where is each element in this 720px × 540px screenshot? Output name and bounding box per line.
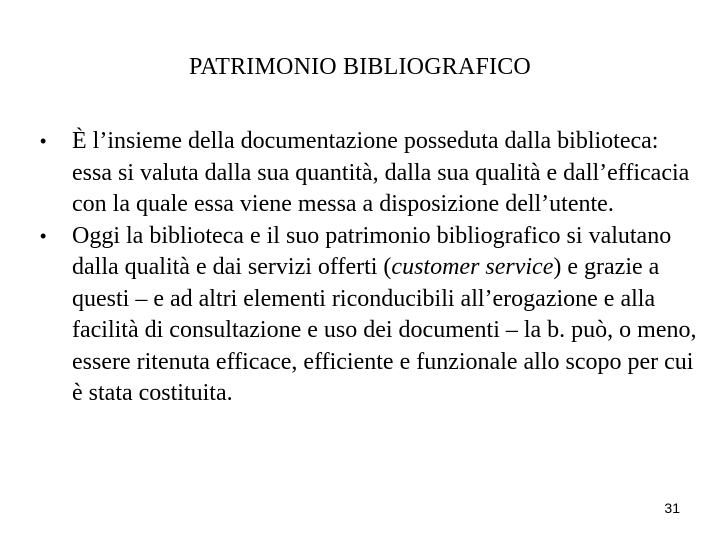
bullet-text-2-start: Oggi la biblioteca e il suo patrimonio bibliografico si valutano dalla qualità e dai servizi offerti ( [72, 222, 672, 280]
bullet-text-2 [72, 221, 700, 410]
bullet-item-1 [40, 126, 700, 221]
bullet-item-2 [40, 221, 700, 410]
bullet-text-2-italic: customer service [391, 254, 554, 280]
bullet-list [40, 126, 700, 410]
slide-title: PATRIMONIO BIBLIOGRAFICO [189, 54, 531, 80]
bullet-marker: • [40, 131, 47, 151]
bullet-text-1: È l’insieme della documentazione posseduta dalla biblioteca: essa si valuta dalla sua quantità, dalla sua qualità e dall’efficacia con la quale essa viene messa a disposizione dell’utente. [72, 128, 690, 217]
page-number: 31 [664, 500, 680, 516]
bullet-text-2-end: ) e grazie a questi – e ad altri elementi riconducibili all’erogazione e alla facilità di consultazione e uso dei documenti – la b. può, o meno, essere ritenuta efficace, efficiente e funzionale allo scopo per cui è stata costituita. [72, 254, 697, 406]
bullet-marker: • [40, 225, 47, 246]
